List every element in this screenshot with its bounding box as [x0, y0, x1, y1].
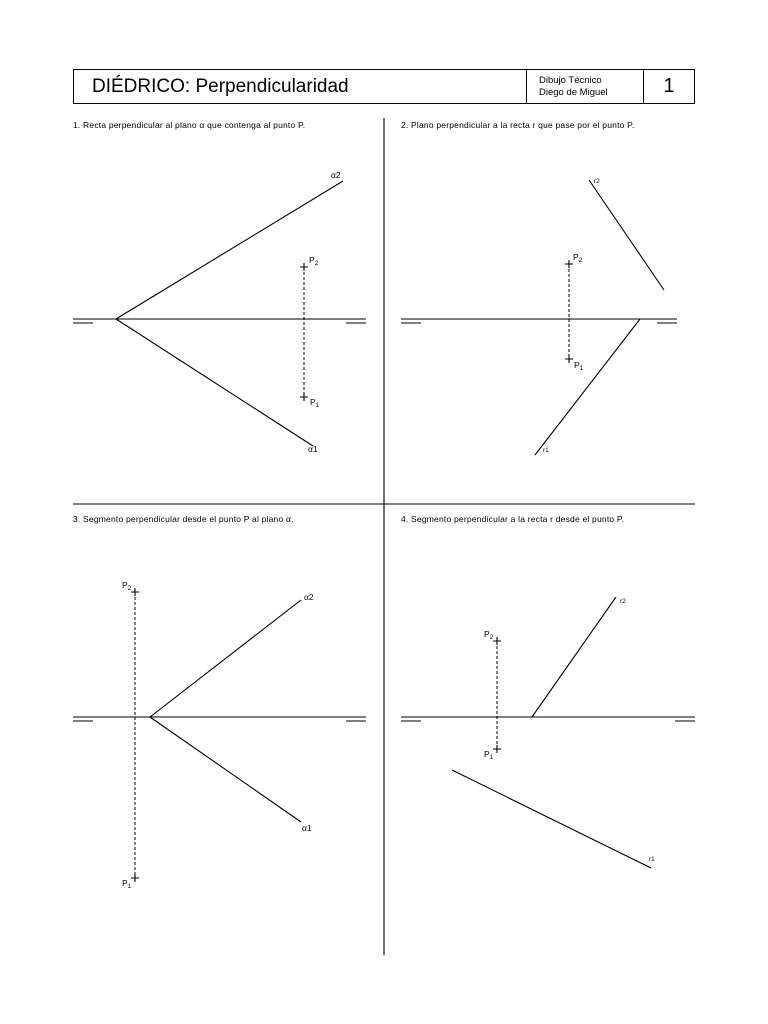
line-horizontal-projection — [452, 770, 651, 868]
plane-vertical-trace — [116, 181, 343, 319]
exercise-2-statement: 2. Plano perpendicular a la recta r que pase por el punto P. — [401, 120, 635, 130]
exercise-4-statement: 4. Segmento perpendicular a la recta r desde el punto P. — [401, 514, 625, 524]
line-vertical-projection — [589, 180, 664, 290]
label-alpha2: α2 — [304, 592, 314, 602]
label-p1: $P_1$ — [310, 397, 320, 409]
plane-vertical-trace — [150, 600, 301, 717]
subject-label: Dibujo Técnico — [539, 74, 602, 86]
sheet-number: 1 — [663, 75, 675, 97]
exercise-1-statement: 1. Recta perpendicular al plano α que contenga al punto P. — [73, 120, 306, 130]
point-cross — [131, 874, 139, 882]
label-p1: $P_1$ — [484, 749, 494, 761]
exercise-4-drawing — [401, 597, 695, 868]
line-vertical-projection — [532, 597, 616, 717]
point-cross — [131, 588, 139, 596]
exercise-3-drawing — [73, 580, 366, 890]
label-r1: r1 — [543, 447, 549, 454]
exercise-2-drawing — [401, 178, 677, 455]
label-r2: r2 — [620, 598, 626, 605]
label-r1: r1 — [649, 856, 655, 863]
author-label: Diego de Miguel — [539, 86, 608, 98]
label-p1: $P_1$ — [122, 878, 132, 890]
exercise-3-statement: 3. Segmento perpendicular desde el punto P al plano α. — [73, 514, 294, 524]
label-alpha1: α1 — [308, 444, 318, 454]
point-cross — [300, 393, 308, 401]
line-horizontal-projection — [535, 319, 640, 455]
label-alpha1: α1 — [302, 823, 312, 833]
exercise-1-drawing — [73, 170, 366, 454]
label-p2: $P_2$ — [122, 580, 132, 592]
point-cross — [300, 263, 308, 271]
label-p1: $P_1$ — [574, 360, 584, 372]
point-cross — [493, 745, 501, 753]
point-cross — [493, 637, 501, 645]
label-r2: r2 — [594, 178, 600, 185]
plane-horizontal-trace — [150, 717, 301, 822]
page-title: DIÉDRICO: Perpendicularidad — [74, 70, 527, 103]
label-p2: $P_2$ — [484, 629, 494, 641]
label-p2: $P_2$ — [309, 255, 319, 267]
point-cross — [565, 260, 573, 268]
plane-horizontal-trace — [116, 319, 313, 446]
label-p2: $P_2$ — [573, 252, 583, 264]
point-cross — [565, 355, 573, 363]
label-alpha2: α2 — [331, 170, 341, 180]
